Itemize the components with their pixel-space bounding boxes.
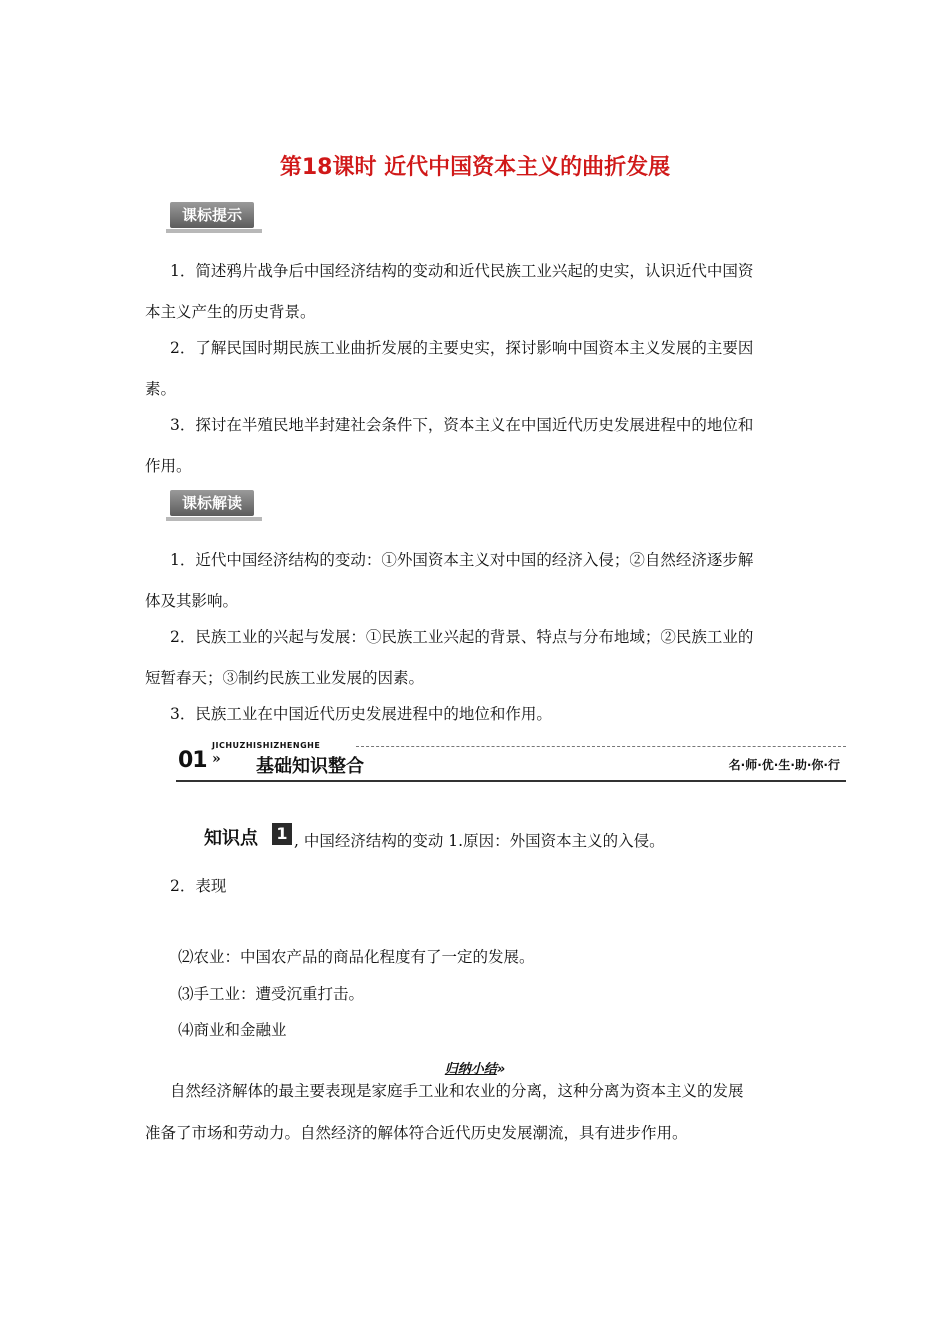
- interpretation-item-2-line-1: 2．民族工业的兴起与发展：①民族工业兴起的背景、特点与分布地域；②民族工业的: [170, 628, 754, 646]
- section-banner: [176, 740, 846, 782]
- summary-chevron-icon: »: [496, 1062, 506, 1077]
- curriculum-item-2-line-1: 2．了解民国时期民族工业曲折发展的主要史实，探讨影响中国资本主义发展的主要因: [170, 339, 754, 357]
- curriculum-item-2-line-2: 素。: [145, 380, 177, 398]
- interpretation-item-3-line-1: 3．民族工业在中国近代历史发展进程中的地位和作用。: [170, 705, 552, 723]
- interpretation-item-2-line-2: 短暂春天；③制约民族工业发展的因素。: [145, 669, 425, 687]
- interpretation-item-1-line-1: 1．近代中国经济结构的变动：①外国资本主义对中国的经济入侵；②自然经济逐步解: [170, 551, 754, 569]
- banner-heading: 基础知识整合: [256, 756, 364, 777]
- banner-slogan: 名·师·优·生·助·你·行: [728, 758, 840, 772]
- section-tag-curriculum-interpretation: 课标解读: [170, 490, 254, 516]
- summary-heading: [0, 1058, 950, 1077]
- knowledge-line-commerce: ⑷商业和金融业: [178, 1021, 287, 1039]
- knowledge-line-agriculture: ⑵农业：中国农产品的商品化程度有了一定的发展。: [178, 948, 535, 966]
- interpretation-item-1-line-2: 体及其影响。: [145, 592, 239, 610]
- curriculum-item-3-line-2: 作用。: [145, 457, 192, 475]
- knowledge-line-handicraft: ⑶手工业：遭受沉重打击。: [178, 985, 365, 1003]
- knowledge-point-text: , 中国经济结构的变动 1.原因：外国资本主义的入侵。: [294, 832, 665, 850]
- banner-number: 01: [178, 748, 207, 773]
- knowledge-point-label: 知识点: [204, 828, 258, 849]
- curriculum-item-3-line-1: 3．探讨在半殖民地半封建社会条件下，资本主义在中国近代历史发展进程中的地位和: [170, 416, 754, 434]
- page-title: 第18课时 近代中国资本主义的曲折发展: [279, 155, 671, 180]
- section-tag-curriculum-tips: 课标提示: [170, 202, 254, 228]
- banner-chevron-icon: »: [212, 751, 221, 767]
- summary-heading-text: 归纳小结: [444, 1062, 497, 1077]
- summary-line-2: 准备了市场和劳动力。自然经济的解体符合近代历史发展潮流，具有进步作用。: [145, 1124, 688, 1142]
- curriculum-item-1-line-1: 1．简述鸦片战争后中国经济结构的变动和近代民族工业兴起的史实，认识近代中国资: [170, 262, 754, 280]
- curriculum-item-1-line-2: 本主义产生的历史背景。: [145, 303, 316, 321]
- banner-pinyin: JICHUZHISHIZHENGHE: [212, 741, 321, 750]
- summary-line-1: 自然经济解体的最主要表现是家庭手工业和农业的分离，这种分离为资本主义的发展: [170, 1082, 744, 1100]
- banner-rule: [176, 780, 846, 782]
- knowledge-subheading: 2．表现: [170, 877, 227, 895]
- banner-dashed-line: [356, 746, 846, 747]
- knowledge-point-index: 1: [272, 823, 292, 845]
